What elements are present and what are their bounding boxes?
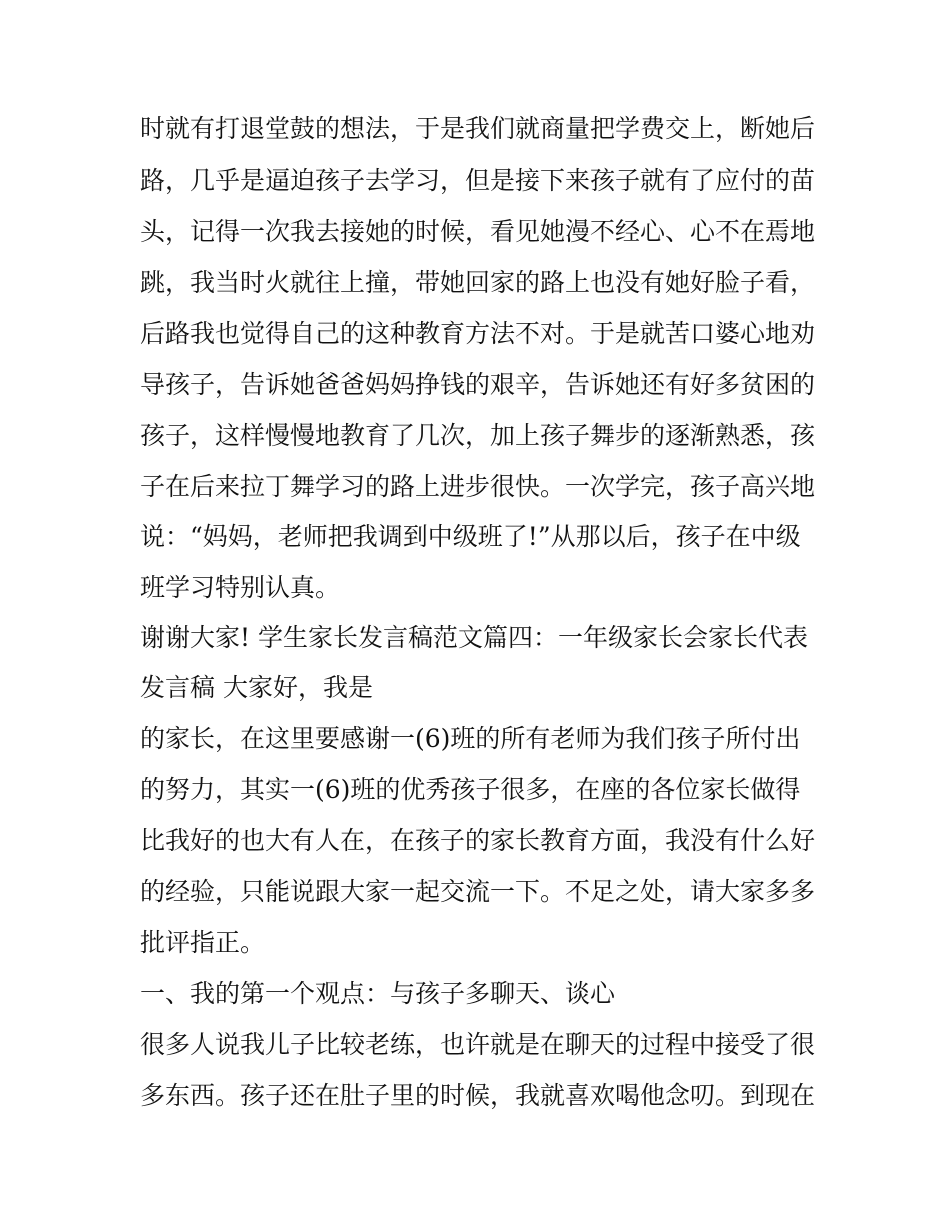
text-line: 的努力，其实一(6)班的优秀孩子很多，在座的各位家长做得 xyxy=(140,775,801,804)
text-line: 批评指正。 xyxy=(140,928,266,957)
text-line: 子在后来拉丁舞学习的路上进步很快。一次学完，孩子高兴地 xyxy=(140,472,816,501)
text-line: 时就有打退堂鼓的想法，于是我们就商量把学费交上，断她后 xyxy=(140,114,816,143)
text-line: 后路我也觉得自己的这种教育方法不对。于是就苦口婆心地劝 xyxy=(140,319,816,348)
subheading: 一、我的第一个观点：与孩子多聊天、谈心 xyxy=(140,979,616,1008)
text-line: 比我好的也大有人在，在孩子的家长教育方面，我没有什么好 xyxy=(140,826,816,855)
section-heading: 谢谢大家! 学生家长发言稿范文篇四：一年级家长会家长代表 xyxy=(140,623,808,652)
text-line: 发言稿 大家好，我是 xyxy=(140,673,373,702)
text-line: 孩子，这样慢慢地教育了几次，加上孩子舞步的逐渐熟悉，孩 xyxy=(140,421,816,450)
text-line: 的经验，只能说跟大家一起交流一下。不足之处，请大家多多 xyxy=(140,877,816,906)
text-line: 很多人说我儿子比较老练，也许就是在聊天的过程中接受了很 xyxy=(140,1030,816,1059)
text-line: 跳，我当时火就往上撞，带她回家的路上也没有她好脸子看， xyxy=(140,268,816,297)
text-line: 导孩子，告诉她爸爸妈妈挣钱的艰辛，告诉她还有好多贫困的 xyxy=(140,370,816,399)
text-line: 头，记得一次我去接她的时候，看见她漫不经心、心不在焉地 xyxy=(140,217,816,246)
text-line: 的家长，在这里要感谢一(6)班的所有老师为我们孩子所付出 xyxy=(140,724,801,753)
text-line: 路，几乎是逼迫孩子去学习，但是接下来孩子就有了应付的苗 xyxy=(140,166,816,195)
text-line: 班学习特别认真。 xyxy=(140,573,341,602)
text-line: 多东西。孩子还在肚子里的时候，我就喜欢喝他念叨。到现在 xyxy=(140,1081,816,1110)
text-line: 说：“妈妈，老师把我调到中级班了!”从那以后，孩子在中级 xyxy=(140,522,801,551)
